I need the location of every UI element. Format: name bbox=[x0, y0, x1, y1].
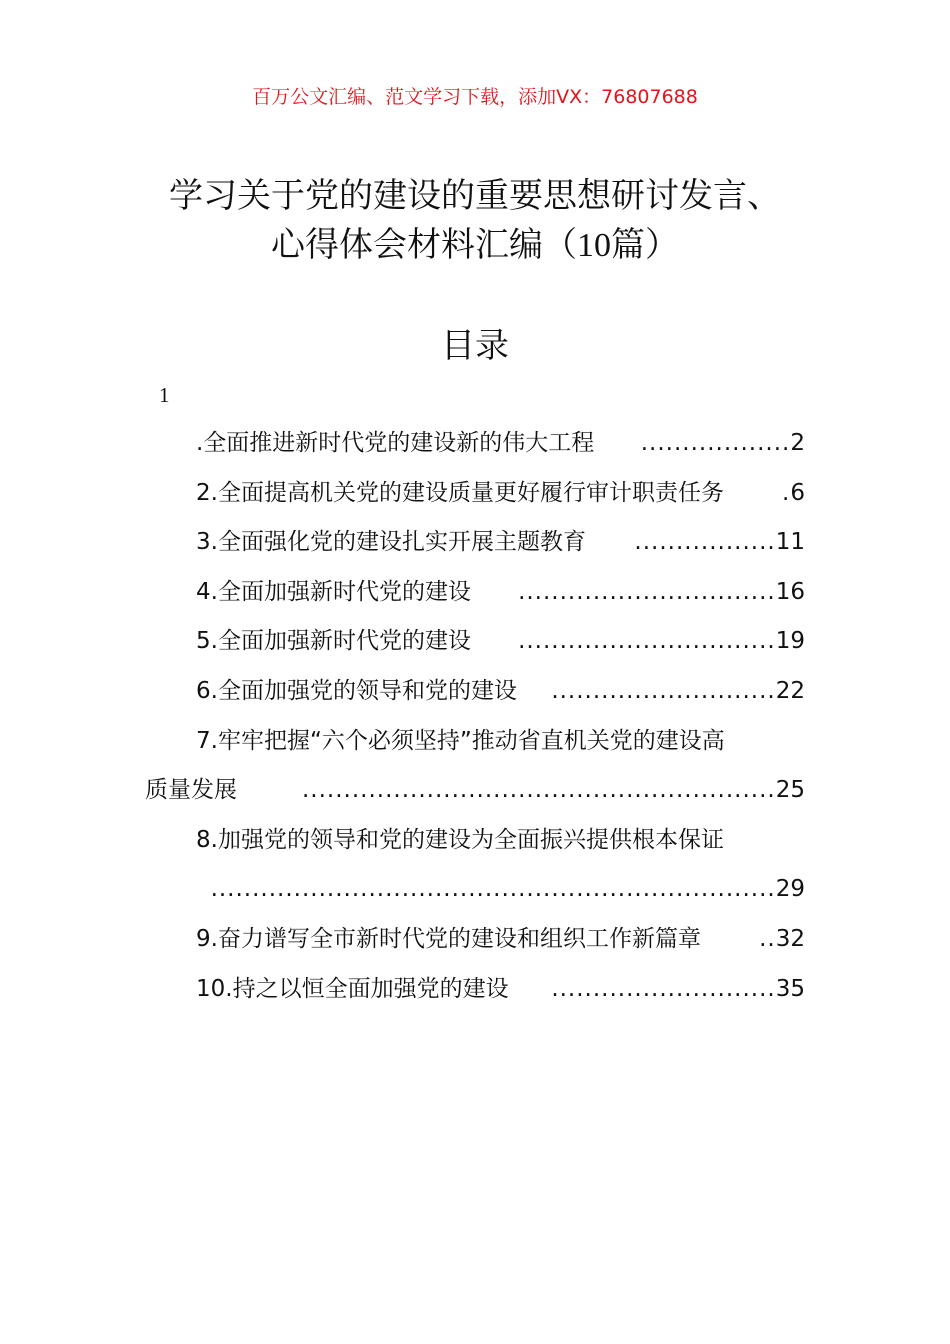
toc-entry-title-continued: 质量发展 bbox=[145, 777, 237, 804]
toc-page-number: 6 bbox=[790, 479, 805, 506]
toc-heading: 目录 bbox=[441, 326, 509, 366]
toc-dot-leader: ............................... bbox=[518, 628, 776, 655]
toc-entry-title: 8.加强党的领导和党的建设为全面振兴提供根本保证 bbox=[196, 826, 724, 853]
toc-entry-7-line-2[interactable] bbox=[145, 766, 805, 816]
toc-entry-1[interactable] bbox=[145, 419, 805, 469]
toc-page-number: 29 bbox=[775, 876, 805, 903]
header-promo-note: 百万公文汇编、范文学习下载，添加VX：76807688 bbox=[252, 86, 698, 108]
toc-page-number: 35 bbox=[775, 975, 805, 1002]
toc-entry-6[interactable] bbox=[145, 667, 805, 717]
toc-dot-leader: . bbox=[782, 479, 791, 506]
toc-entry-2[interactable] bbox=[145, 469, 805, 519]
title-line-2-prefix: 心得体会材料汇编（ bbox=[271, 225, 577, 265]
toc-dot-leader: ........................... bbox=[551, 677, 776, 704]
toc-entry-title: .全面推进新时代党的建设新的伟大工程 bbox=[196, 430, 595, 456]
table-of-contents bbox=[145, 419, 805, 1014]
toc-page-number: 32 bbox=[775, 925, 805, 952]
toc-entry-title: 10.持之以恒全面加强党的建设 bbox=[196, 975, 509, 1002]
toc-dot-leader: .................................................................... bbox=[210, 876, 776, 903]
toc-page-number: 11 bbox=[775, 529, 805, 556]
toc-page-number: 25 bbox=[775, 777, 805, 804]
toc-entry-title: 7.牢牢把握“六个必须坚持”推动省直机关党的建设高 bbox=[196, 727, 725, 754]
toc-entry-title: 3.全面强化党的建设扎实开展主题教育 bbox=[196, 529, 586, 556]
toc-page-number: 22 bbox=[775, 677, 805, 704]
toc-entry-title: 4.全面加强新时代党的建设 bbox=[196, 578, 471, 605]
toc-entry-title: 5.全面加强新时代党的建设 bbox=[196, 628, 471, 655]
toc-entry-4[interactable] bbox=[145, 568, 805, 618]
toc-entry-9[interactable] bbox=[145, 915, 805, 965]
document-title-line-1: 学习关于党的建设的重要思想研讨发言、 bbox=[169, 176, 781, 216]
document-title-line-2 bbox=[145, 221, 805, 270]
toc-page-number: 2 bbox=[790, 430, 805, 456]
toc-entry-title: 6.全面加强党的领导和党的建设 bbox=[196, 677, 517, 704]
toc-dot-leader: ......................................................... bbox=[301, 777, 776, 804]
toc-entry-10[interactable] bbox=[145, 965, 805, 1015]
toc-dot-leader: .. bbox=[759, 925, 776, 952]
toc-entry-3[interactable] bbox=[145, 518, 805, 568]
toc-entry-8-line-1[interactable] bbox=[145, 816, 805, 866]
toc-page-number: 19 bbox=[775, 628, 805, 655]
title-line-2-suffix: 篇） bbox=[611, 225, 679, 265]
toc-page-number: 16 bbox=[775, 578, 805, 605]
toc-entry-title: 2.全面提高机关党的建设质量更好履行审计职责任务 bbox=[196, 479, 724, 506]
toc-entry-8-line-2[interactable] bbox=[145, 865, 805, 915]
toc-dot-leader: .................. bbox=[640, 430, 791, 456]
toc-entry-7-line-1[interactable] bbox=[145, 717, 805, 767]
toc-entry-5[interactable] bbox=[145, 617, 805, 667]
toc-dot-leader: ........................... bbox=[551, 975, 776, 1002]
toc-entry-title: 9.奋力谱写全市新时代党的建设和组织工作新篇章 bbox=[196, 925, 701, 952]
document-title bbox=[145, 172, 805, 270]
title-article-count: 10 bbox=[577, 227, 611, 264]
stray-list-number: 1 bbox=[159, 383, 170, 407]
toc-dot-leader: ................. bbox=[634, 529, 776, 556]
toc-dot-leader: ............................... bbox=[518, 578, 776, 605]
